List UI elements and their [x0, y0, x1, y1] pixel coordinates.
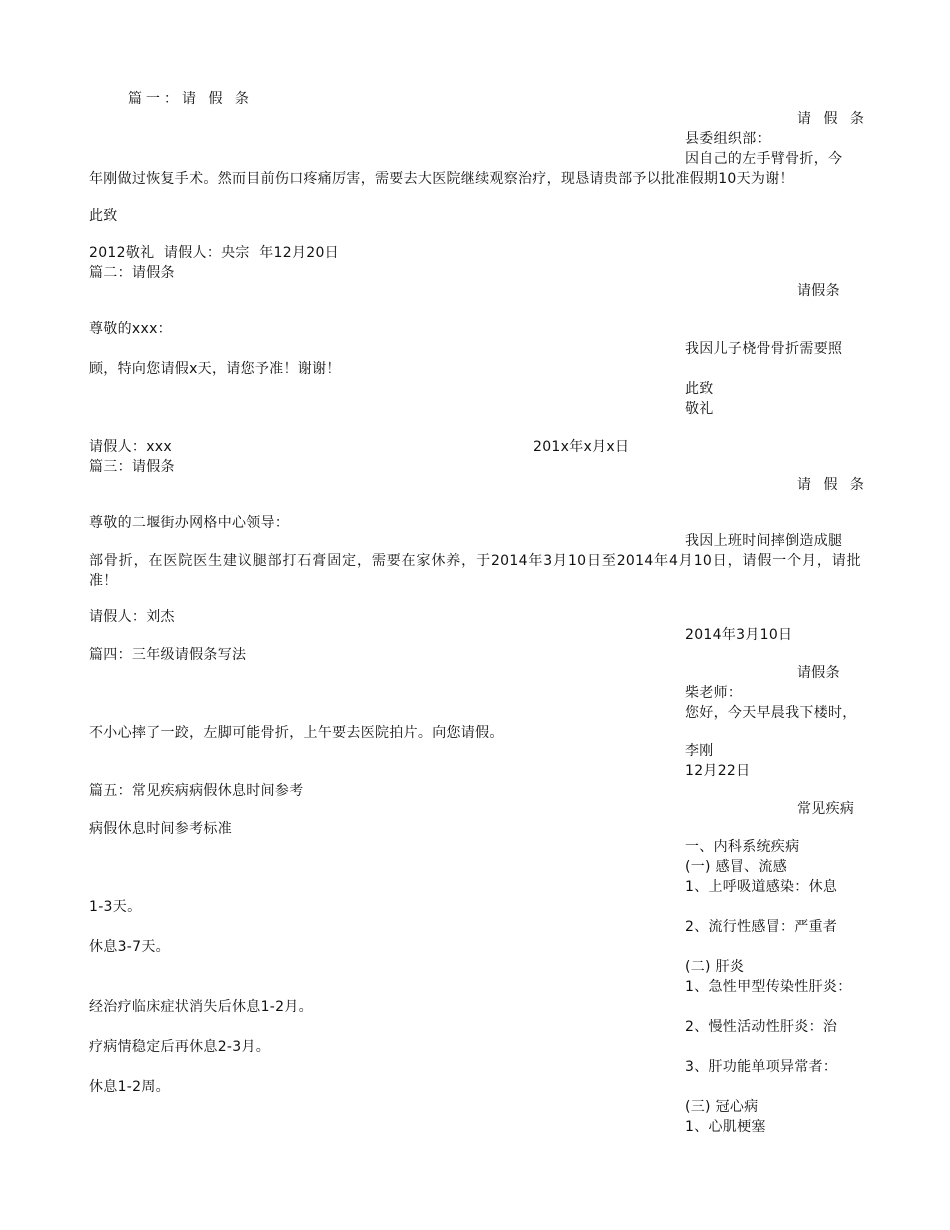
date-2: 201x年x月x日 — [533, 439, 630, 455]
signer-2: 请假人：xxx — [89, 439, 172, 455]
list-item-chronic-hepatitis-cont: 疗病情稳定后再休息2-3月。 — [89, 1039, 271, 1055]
signoff-1: 2012敬礼 请假人：央宗 年12月20日 — [89, 245, 339, 261]
section-heading-1: 篇一：请 假 条 — [128, 91, 253, 107]
section-heading-5: 篇五：常见疾病病假休息时间参考 — [89, 783, 304, 799]
list-item-myocardial-infarction: 1、心肌梗塞 — [685, 1119, 766, 1135]
list-item-liver-function: 3、肝功能单项异常者： — [685, 1059, 838, 1075]
date-4: 12月22日 — [685, 763, 751, 779]
letter-title-2: 请假条 — [797, 283, 840, 299]
section-heading-2: 篇二：请假条 — [89, 265, 175, 281]
closing-2b: 敬礼 — [685, 401, 714, 417]
body-line-2b: 顾，特向您请假x天，请您予准！谢谢！ — [89, 361, 341, 377]
addressee-4: 柴老师： — [685, 685, 743, 701]
body-line-1b: 年刚做过恢复手术。然而目前伤口疼痛厉害，需要去大医院继续观察治疗，现恳请贵部予以批准假期10天为谢！ — [89, 171, 794, 187]
list-item-uri-cont: 1-3天。 — [89, 899, 142, 915]
addressee-2: 尊敬的xxx： — [89, 321, 172, 337]
subcategory-coronary: (三) 冠心病 — [685, 1099, 759, 1115]
list-item-chronic-hepatitis: 2、慢性活动性肝炎：治 — [685, 1019, 838, 1035]
letter-title-4: 请假条 — [797, 665, 840, 681]
section-heading-4: 篇四：三年级请假条写法 — [89, 647, 247, 663]
reference-subtitle: 病假休息时间参考标准 — [89, 821, 232, 837]
body-line-3a: 我因上班时间摔倒造成腿 — [685, 533, 843, 549]
list-item-influenza-cont: 休息3-7天。 — [89, 939, 170, 955]
list-item-hepatitis-a: 1、急性甲型传染性肝炎： — [685, 979, 852, 995]
reference-title: 常见疾病 — [797, 801, 855, 817]
date-3: 2014年3月10日 — [685, 627, 793, 643]
addressee-3: 尊敬的二堰街办网格中心领导： — [89, 515, 290, 531]
subcategory-cold-flu: (一) 感冒、流感 — [685, 859, 788, 875]
addressee-1: 县委组织部： — [685, 131, 771, 147]
body-line-2a: 我因儿子桡骨骨折需要照 — [685, 341, 843, 357]
letter-title-3: 请 假 条 — [797, 477, 868, 493]
list-item-influenza: 2、流行性感冒：严重者 — [685, 919, 838, 935]
letter-title-1: 请 假 条 — [797, 111, 868, 127]
closing-2a: 此致 — [685, 381, 714, 397]
body-line-3b: 部骨折，在医院医生建议腿部打石膏固定，需要在家休养，于2014年3月10日至2014年4月10日，请假一个月，请批准！ — [89, 553, 861, 589]
body-line-4b: 不小心摔了一跤，左脚可能骨折，上午要去医院拍片。向您请假。 — [89, 725, 504, 741]
closing-1: 此致 — [89, 208, 118, 224]
category-internal-medicine: 一、内科系统疾病 — [685, 839, 800, 855]
list-item-liver-function-cont: 休息1-2周。 — [89, 1079, 170, 1095]
body-line-4a: 您好，今天早晨我下楼时， — [685, 705, 857, 721]
section-heading-3: 篇三：请假条 — [89, 459, 175, 475]
subcategory-hepatitis: (二) 肝炎 — [685, 959, 745, 975]
signer-3: 请假人：刘杰 — [89, 609, 175, 625]
body-line-1a: 因自己的左手臂骨折，今 — [685, 151, 843, 167]
list-item-hepatitis-a-cont: 经治疗临床症状消失后休息1-2月。 — [89, 999, 313, 1015]
list-item-uri: 1、上呼吸道感染：休息 — [685, 879, 838, 895]
signer-4: 李刚 — [685, 743, 714, 759]
